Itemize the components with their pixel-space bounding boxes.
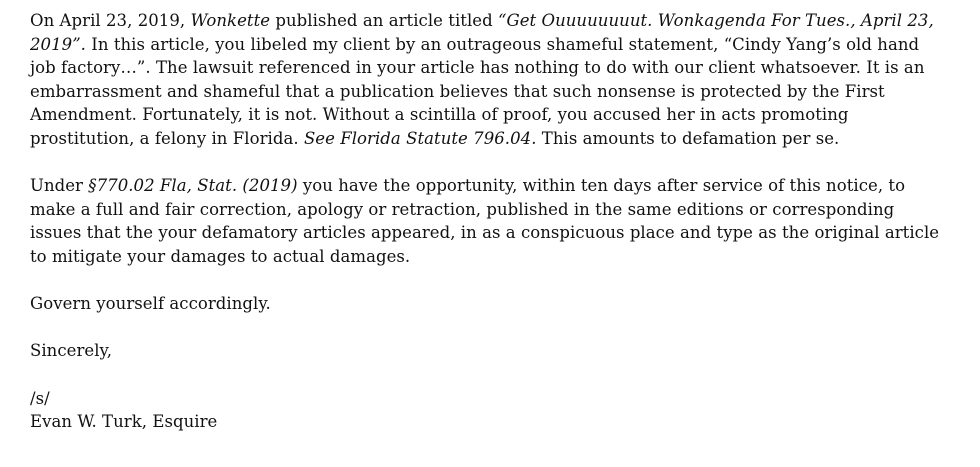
para1-text-3: In this article, you libeled my client by an outrageous shameful statement, “Cindy Yang’s old hand job factory…”. The lawsuit referenced in your article has nothing to do with our client whatsoever. It is an embarrassment and shameful that a publication believes that such nonsense is protected by the First Amendment. Fortunately, it is not. Without a scintilla of proof, you accused her in acts promoting prostitution, a felony in Florida. — [30, 34, 925, 148]
paragraph-retraction-notice — [30, 174, 950, 268]
publication-name: Wonkette — [190, 11, 271, 30]
fla-statute-citation: §770.02 Fla, Stat. (2019) — [88, 176, 298, 196]
govern-line: Govern yourself accordingly. — [30, 294, 271, 314]
paragraph-defamation-claim — [30, 9, 950, 151]
signer-name: Evan W. Turk, Esquire — [30, 412, 218, 432]
para2-text-2: you have the opportunity, within ten days after service of this notice, to make a full and fair correction, apology or retraction, published in the same editions or corresponding issues that the your defamatory articles appeared, in as a conspicuous place and type as the original article to mitigate your damages to actual damages. — [30, 176, 940, 266]
para1-text-2: published an article titled — [270, 11, 498, 30]
para1-text-1: On April 23, 2019, — [30, 11, 191, 30]
article-title: “Get Ouuuuuuuut. Wonkagenda For Tues., April 23, 2019”. — [30, 11, 934, 54]
para2-text-1: Under — [30, 176, 89, 196]
signature-mark: /s/ — [30, 388, 50, 408]
closing-salutation: Sincerely, — [30, 341, 113, 361]
statute-citation: See Florida Statute 796.04. — [303, 128, 537, 148]
para1-text-4: This amounts to defamation per se. — [536, 128, 840, 148]
letter-body — [30, 9, 950, 434]
